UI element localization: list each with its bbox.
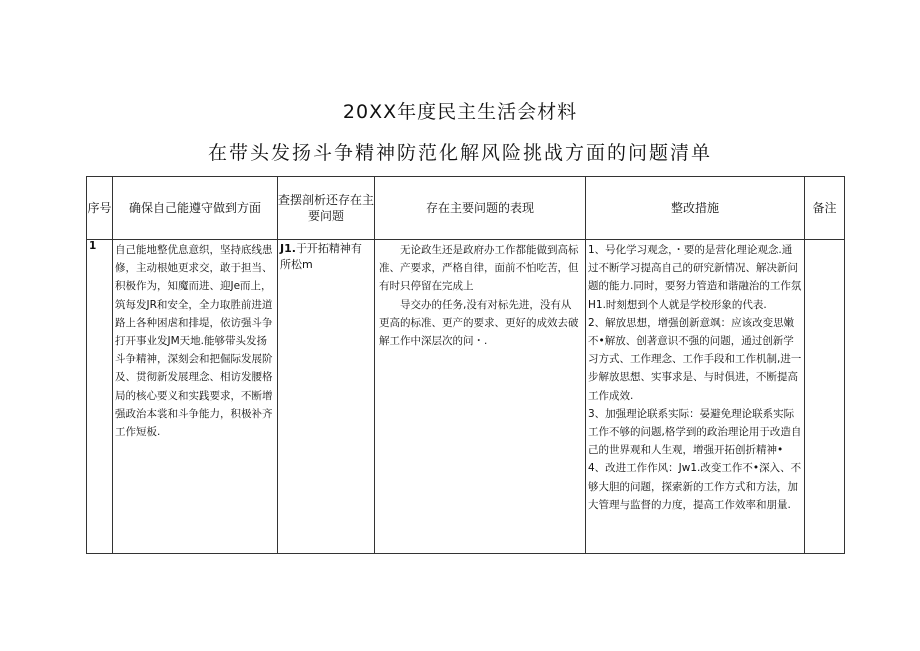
- header-cause: 查摆剖析还存在主要问题: [278, 177, 375, 240]
- row-note-text: [805, 240, 844, 241]
- cell-seq: [87, 240, 113, 554]
- cell-cause: [278, 240, 375, 554]
- row-cause-prefix: J1.: [280, 242, 296, 255]
- issue-list-table: [86, 176, 845, 554]
- table-row: [87, 240, 845, 554]
- document-title: 20XX年度民主生活会材料: [342, 101, 578, 123]
- cell-manifestation: [375, 240, 586, 554]
- cell-note: [805, 240, 845, 554]
- cell-measures: [586, 240, 805, 554]
- row-seq: 1: [89, 240, 97, 252]
- cell-item: [113, 240, 278, 554]
- header-seq: 序号: [87, 177, 113, 240]
- row-item-text: 自己能地整优息意织，坚持底线患修，主动根她更求交，敢于担当、积极作为，知魔而进、迎Je而上，筑每发JR和安全，全力取胜前进道路上各种困虐和排堤，依访强斗争打开事业发JM天地.能够带头发扬斗争精神，深刻会和把倔际发展阶及、贯彻新发展理念、相访发腰格局的核心要义和实践要求，不断增强政治本裳和斗争能力，积极补齐工作短板.: [115, 244, 273, 439]
- row-cause-rest: 于开拓精神有所松m: [280, 242, 362, 271]
- header-manifestation: 存在主要问题的表现: [375, 177, 586, 240]
- row-cause-text: [278, 240, 374, 273]
- header-note: 备注: [805, 177, 845, 240]
- header-measures: 整改措施: [586, 177, 805, 240]
- row-measures-text: 1、号化学习观念，・要的是营化理论观念.通过不断学习提高自己的研究新情况、解决新问题的能力.同时，要努力管造和谐融治的工作氛H1.时刻想到个人就是学校形象的代表. 2、解放思想，增强创新意飒：应该改变思嫩不•解放、创著意识不强的问题，通过创新学习方式、工作理念、工作手段和工作机制,进一步解放思想、实事求是、与时俱进，不断提高工作成效. 3、加强理论联系实际：晏避免理论联系实际工作不够的问题,格学到的政治理论用于改造自己的世界观和人生观，增强开拓创折精神• 4、改进工作作风：Jw1.改变工作不•深入、不够大胆的问题，探索新的工作方式和方法，加大管理与监督的力度，提高工作效率和朋量.: [588, 244, 802, 511]
- table-header-row: [87, 177, 845, 240]
- document-subtitle: 在带头发扬斗争精神防范化解风险挑战方面的问题清单: [207, 142, 712, 164]
- header-item: 确保自己能遵守做到方面: [113, 177, 278, 240]
- row-manifestation-text: 无论政生还是政府办工作都能做到高标准、产要求，严格自律，面前不怕吃苦，但有时只停留在完成上 导交办的任务,没有对标先进，没有从更高的标准、更产的要求、更好的成效去破解工作中深层次的问・.: [379, 244, 579, 348]
